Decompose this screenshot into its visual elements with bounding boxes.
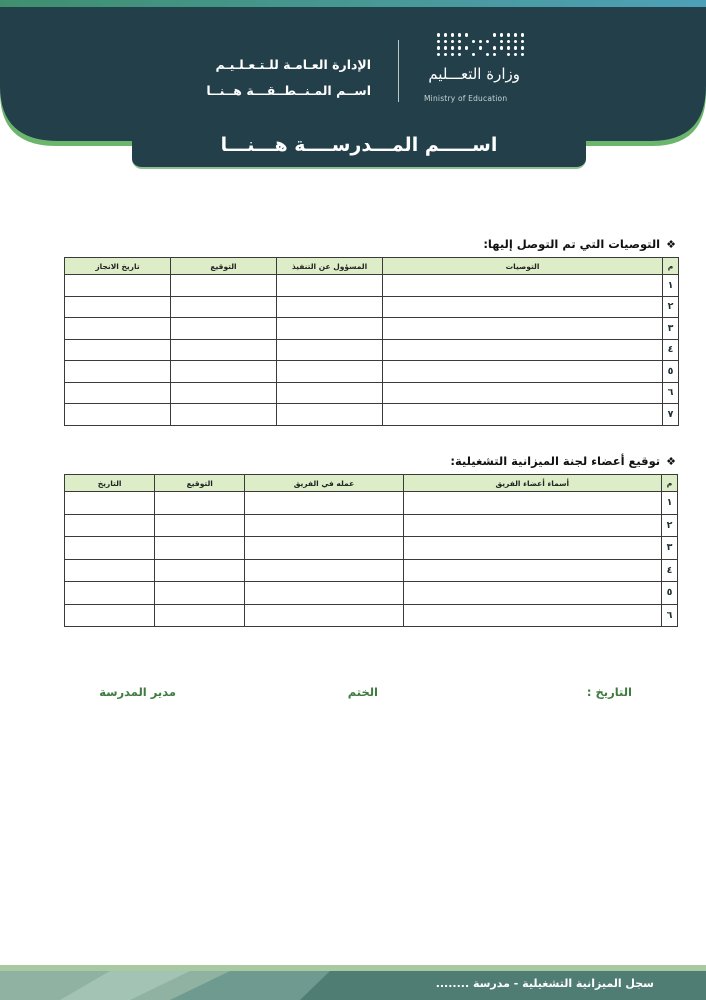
row-number: ١ <box>661 492 677 515</box>
logo-dot <box>444 40 448 44</box>
logo-dots-icon <box>424 33 524 56</box>
logo-dot <box>486 40 490 44</box>
logo-dot <box>472 46 476 50</box>
logo-dot <box>465 46 469 50</box>
logo-dot <box>465 53 469 57</box>
col-header-number: م <box>663 258 679 275</box>
table-row <box>65 296 679 318</box>
cell-signature[interactable] <box>171 404 277 426</box>
col-header-recommendations: التوصيات <box>383 258 663 275</box>
cell-member-name[interactable] <box>403 537 661 560</box>
cell-member-name[interactable] <box>403 492 661 515</box>
logo-dot <box>458 53 462 57</box>
cell-responsible[interactable] <box>277 361 383 383</box>
logo-dot <box>486 46 490 50</box>
row-number: ١ <box>663 275 679 297</box>
table-header-row <box>65 258 679 275</box>
region-name: اســم المـنــطــقـــة هــنــا <box>206 83 371 98</box>
row-number: ٧ <box>663 404 679 426</box>
col-header-number: م <box>661 475 677 492</box>
logo-dot <box>493 40 497 44</box>
cell-date[interactable] <box>65 404 171 426</box>
logo-dot <box>437 33 441 37</box>
cell-member-role[interactable] <box>245 582 403 605</box>
cell-date[interactable] <box>65 582 155 605</box>
cell-signature[interactable] <box>155 559 245 582</box>
table-row <box>65 559 678 582</box>
row-number: ٢ <box>663 296 679 318</box>
table-row <box>65 382 679 404</box>
row-number: ٦ <box>661 604 677 627</box>
table-row <box>65 604 678 627</box>
cell-date[interactable] <box>65 514 155 537</box>
logo-dot <box>458 33 462 37</box>
committee-signatures-title <box>450 454 676 468</box>
logo-dot <box>479 40 483 44</box>
cell-recommendation[interactable] <box>383 382 663 404</box>
logo-dot <box>458 40 462 44</box>
logo-dot <box>444 33 448 37</box>
cell-signature[interactable] <box>155 492 245 515</box>
row-number: ٦ <box>663 382 679 404</box>
cell-date[interactable] <box>65 296 171 318</box>
diamond-bullet-icon: ❖ <box>666 237 676 251</box>
logo-dot <box>444 46 448 50</box>
col-header-date: التاريخ <box>65 475 155 492</box>
cell-signature[interactable] <box>171 318 277 340</box>
school-name: اســـــم المـــدرســــة هـــنـــا <box>220 134 498 156</box>
cell-date[interactable] <box>65 559 155 582</box>
cell-member-role[interactable] <box>245 537 403 560</box>
cell-responsible[interactable] <box>277 275 383 297</box>
diamond-bullet-icon: ❖ <box>666 454 676 468</box>
row-number: ٥ <box>661 582 677 605</box>
logo-dot <box>479 46 483 50</box>
logo-dot <box>507 33 511 37</box>
cell-member-role[interactable] <box>245 559 403 582</box>
cell-date[interactable] <box>65 275 171 297</box>
table-row <box>65 537 678 560</box>
logo-dot <box>451 46 455 50</box>
col-header-member-role: عمله في الفريق <box>245 475 403 492</box>
logo-dot <box>472 53 476 57</box>
cell-recommendation[interactable] <box>383 339 663 361</box>
logo-dot <box>521 46 525 50</box>
cell-responsible[interactable] <box>277 382 383 404</box>
logo-dot <box>486 53 490 57</box>
cell-recommendation[interactable] <box>383 361 663 383</box>
logo-dot <box>514 40 518 44</box>
ministry-name-arabic: وزارة التعـــليم <box>428 65 520 83</box>
table-row <box>65 339 679 361</box>
logo-dot <box>500 33 504 37</box>
cell-member-role[interactable] <box>245 604 403 627</box>
logo-dot <box>507 40 511 44</box>
cell-responsible[interactable] <box>277 339 383 361</box>
cell-responsible[interactable] <box>277 318 383 340</box>
row-number: ٣ <box>663 318 679 340</box>
committee-signatures-title-text: توقيع أعضاء لجنة الميزانية التشغيلية: <box>450 454 661 468</box>
col-header-signature: التوقيع <box>155 475 245 492</box>
logo-dot <box>444 53 448 57</box>
header-divider <box>398 40 399 102</box>
cell-signature[interactable] <box>155 514 245 537</box>
logo-dot <box>500 46 504 50</box>
cell-responsible[interactable] <box>277 404 383 426</box>
logo-dot <box>465 33 469 37</box>
cell-member-name[interactable] <box>403 582 661 605</box>
school-name-banner <box>132 126 586 169</box>
cell-date[interactable] <box>65 604 155 627</box>
cell-date[interactable] <box>65 382 171 404</box>
cell-date[interactable] <box>65 361 171 383</box>
cell-member-name[interactable] <box>403 514 661 537</box>
col-header-completion-date: تاريخ الانجاز <box>65 258 171 275</box>
logo-dot <box>437 53 441 57</box>
logo-dot <box>458 46 462 50</box>
cell-date[interactable] <box>65 537 155 560</box>
logo-dot <box>479 33 483 37</box>
logo-dot <box>507 53 511 57</box>
ministry-name-english: Ministry of Education <box>424 94 508 103</box>
logo-dot <box>451 33 455 37</box>
ministry-logo <box>424 33 524 108</box>
recommendations-title <box>483 237 676 251</box>
logo-dot <box>451 40 455 44</box>
logo-dot <box>493 46 497 50</box>
logo-dot <box>521 33 525 37</box>
cell-date[interactable] <box>65 492 155 515</box>
row-number: ٥ <box>663 361 679 383</box>
cell-signature[interactable] <box>171 275 277 297</box>
principal-label: مدير المدرسة <box>99 685 176 699</box>
cell-signature[interactable] <box>155 604 245 627</box>
cell-signature[interactable] <box>155 582 245 605</box>
logo-dot <box>514 53 518 57</box>
cell-responsible[interactable] <box>277 296 383 318</box>
cell-recommendation[interactable] <box>383 296 663 318</box>
recommendations-title-text: التوصيات التي تم التوصل إليها: <box>483 237 661 251</box>
cell-date[interactable] <box>65 339 171 361</box>
cell-date[interactable] <box>65 318 171 340</box>
row-number: ٤ <box>661 559 677 582</box>
logo-dot <box>472 33 476 37</box>
cell-member-name[interactable] <box>403 559 661 582</box>
cell-member-name[interactable] <box>403 604 661 627</box>
recommendations-table <box>64 257 679 426</box>
logo-dot <box>500 40 504 44</box>
cell-member-role[interactable] <box>245 514 403 537</box>
row-number: ٢ <box>661 514 677 537</box>
row-number: ٣ <box>661 537 677 560</box>
cell-signature[interactable] <box>171 339 277 361</box>
table-row <box>65 514 678 537</box>
logo-dot <box>437 40 441 44</box>
logo-dot <box>486 33 490 37</box>
table-header-row <box>65 475 678 492</box>
stamp-label: الختم <box>347 685 378 699</box>
logo-dot <box>521 53 525 57</box>
col-header-responsible: المسؤول عن التنفيذ <box>277 258 383 275</box>
logo-dot <box>521 40 525 44</box>
logo-dot <box>493 53 497 57</box>
logo-dot <box>507 46 511 50</box>
table-row <box>65 275 679 297</box>
committee-signatures-table <box>64 474 678 627</box>
logo-dot <box>500 53 504 57</box>
directorate-name: الإدارة العـامـة للـتـعـلـيـم <box>215 57 371 72</box>
logo-dot <box>451 53 455 57</box>
cell-recommendation[interactable] <box>383 404 663 426</box>
date-label: التاريخ : <box>586 685 632 699</box>
footer-text: سجل الميزانية التشغيلية - مدرسة ........ <box>435 977 654 990</box>
logo-dot <box>479 53 483 57</box>
logo-dot <box>514 33 518 37</box>
col-header-signature: التوقيع <box>171 258 277 275</box>
logo-dot <box>493 33 497 37</box>
cell-signature[interactable] <box>171 361 277 383</box>
logo-dot <box>437 46 441 50</box>
table-row <box>65 492 678 515</box>
row-number: ٤ <box>663 339 679 361</box>
logo-dot <box>514 46 518 50</box>
table-row <box>65 582 678 605</box>
table-row <box>65 361 679 383</box>
cell-signature[interactable] <box>171 382 277 404</box>
page-header <box>0 0 706 156</box>
col-header-member-names: أسماء أعضاء الفريق <box>403 475 661 492</box>
cell-signature[interactable] <box>155 537 245 560</box>
table-row <box>65 404 679 426</box>
cell-recommendation[interactable] <box>383 318 663 340</box>
cell-recommendation[interactable] <box>383 275 663 297</box>
table-row <box>65 318 679 340</box>
logo-dot <box>472 40 476 44</box>
logo-dot <box>465 40 469 44</box>
header-text-block <box>206 52 371 104</box>
cell-member-role[interactable] <box>245 492 403 515</box>
cell-signature[interactable] <box>171 296 277 318</box>
